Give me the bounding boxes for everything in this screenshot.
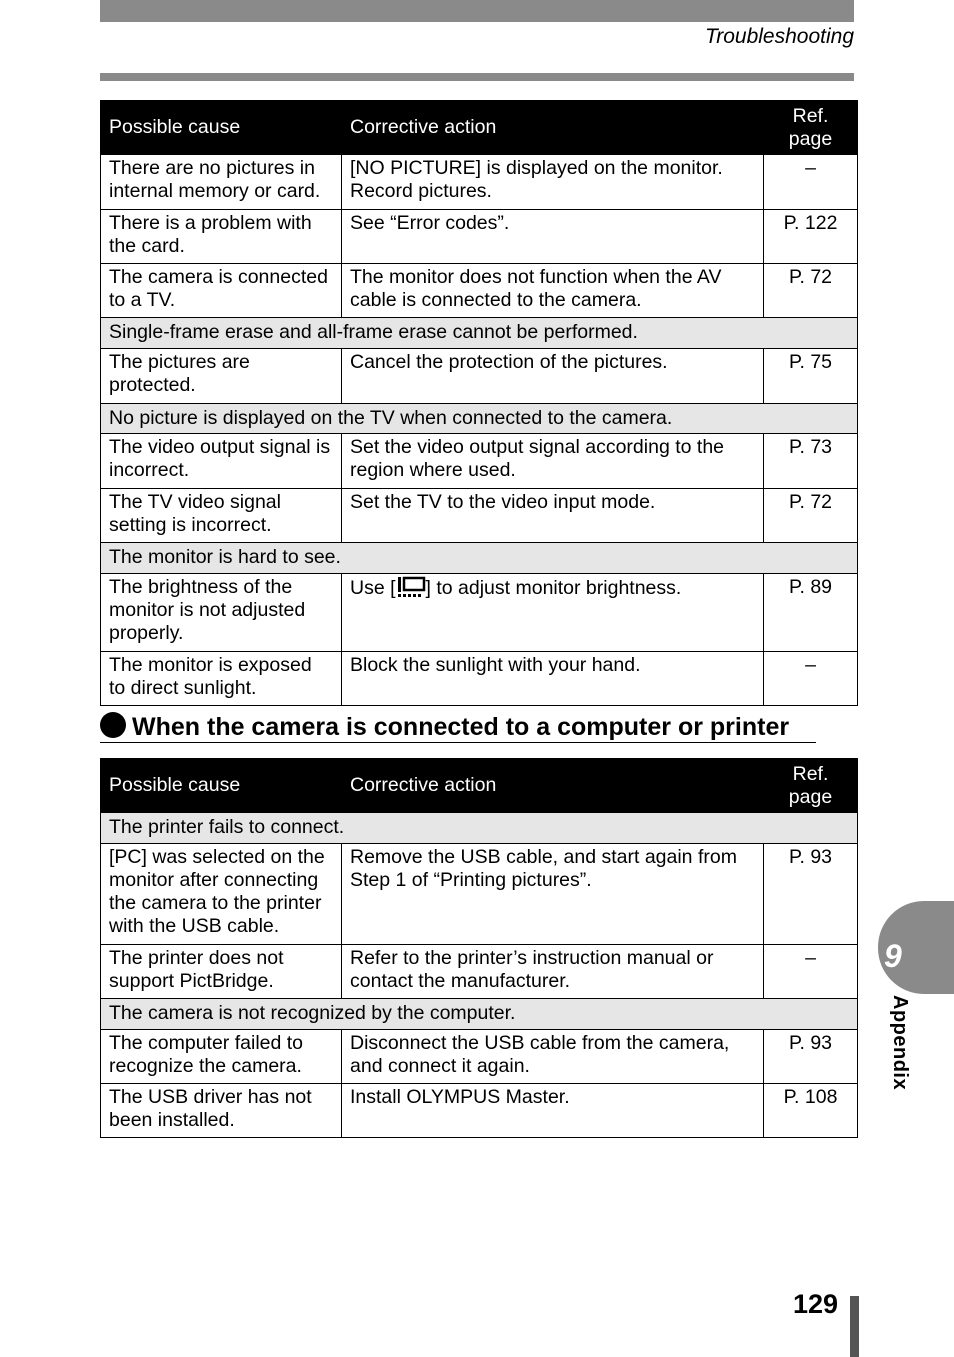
cause-cell: The video output signal is incorrect. [101, 434, 342, 489]
table-row [101, 434, 858, 489]
table-row [101, 574, 858, 652]
table-header-row [101, 101, 858, 155]
header-ref-page: Ref. page [764, 759, 858, 813]
table-row [101, 489, 858, 543]
action-cell: Set the TV to the video input mode. [342, 489, 764, 543]
section-title: The monitor is hard to see. [101, 543, 858, 574]
running-title: Troubleshooting [704, 25, 854, 48]
action-cell: Cancel the protection of the pictures. [342, 349, 764, 404]
header-bar [100, 0, 854, 22]
cause-cell: The monitor is exposed to direct sunlight. [101, 652, 342, 706]
ref-cell: P. 122 [764, 210, 858, 264]
action-cell: Set the video output signal according to the region where used. [342, 434, 764, 489]
table-row [101, 945, 858, 999]
section-row [101, 999, 858, 1030]
ref-cell: P. 93 [764, 1030, 858, 1084]
section-row [101, 543, 858, 574]
section-row [101, 404, 858, 434]
page-number-bar [850, 1296, 859, 1357]
bullet-icon [100, 712, 126, 738]
cause-cell: The pictures are protected. [101, 349, 342, 404]
troubleshooting-table-playback [100, 100, 858, 706]
ref-cell: – [764, 945, 858, 999]
monitor-brightness-icon [396, 576, 426, 598]
ref-cell: P. 72 [764, 489, 858, 543]
cause-cell: There is a problem with the card. [101, 210, 342, 264]
action-cell: Disconnect the USB cable from the camera, and connect it again. [342, 1030, 764, 1084]
ref-cell: P. 89 [764, 574, 858, 652]
table-header-row [101, 759, 858, 813]
section-title: No picture is displayed on the TV when connected to the camera. [101, 404, 858, 434]
table-row [101, 210, 858, 264]
ref-cell: P. 93 [764, 844, 858, 945]
ref-cell: – [764, 652, 858, 706]
cause-cell: The printer does not support PictBridge. [101, 945, 342, 999]
table-row [101, 652, 858, 706]
header-rule [100, 73, 854, 81]
section-heading [100, 712, 816, 743]
table-row [101, 1030, 858, 1084]
section-row [101, 813, 858, 844]
table-row [101, 349, 858, 404]
section-title: Single-frame erase and all-frame erase cannot be performed. [101, 318, 858, 349]
header-possible-cause: Possible cause [101, 101, 342, 155]
cause-cell: The brightness of the monitor is not adjusted properly. [101, 574, 342, 652]
table-row [101, 155, 858, 210]
page-number: 129 [792, 1289, 838, 1319]
table-row [101, 1084, 858, 1138]
header-ref-page: Ref. page [764, 101, 858, 155]
action-cell: Block the sunlight with your hand. [342, 652, 764, 706]
troubleshooting-table-connection [100, 758, 858, 1138]
header-corrective-action: Corrective action [342, 101, 764, 155]
cause-cell: [PC] was selected on the monitor after connecting the camera to the printer with the USB cable. [101, 844, 342, 945]
action-cell [342, 574, 764, 652]
cause-cell: The USB driver has not been installed. [101, 1084, 342, 1138]
section-title: The camera is not recognized by the computer. [101, 999, 858, 1030]
table-row [101, 264, 858, 318]
section-title: The printer fails to connect. [101, 813, 858, 844]
action-cell: Install OLYMPUS Master. [342, 1084, 764, 1138]
action-cell: Remove the USB cable, and start again from Step 1 of “Printing pictures”. [342, 844, 764, 945]
table-row [101, 844, 858, 945]
section-heading-text: When the camera is connected to a computer or printer [132, 713, 790, 741]
action-cell: [NO PICTURE] is displayed on the monitor. Record pictures. [342, 155, 764, 210]
section-row [101, 318, 858, 349]
ref-cell: P. 73 [764, 434, 858, 489]
action-cell: The monitor does not function when the AV cable is connected to the camera. [342, 264, 764, 318]
action-cell: See “Error codes”. [342, 210, 764, 264]
action-cell: Refer to the printer’s instruction manual or contact the manufacturer. [342, 945, 764, 999]
cause-cell: There are no pictures in internal memory or card. [101, 155, 342, 210]
action-text-pre: Use [ [350, 577, 396, 599]
chapter-number: 9 [884, 938, 902, 974]
header-possible-cause: Possible cause [101, 759, 342, 813]
chapter-label: Appendix [889, 995, 911, 1091]
ref-cell: P. 72 [764, 264, 858, 318]
ref-cell: P. 75 [764, 349, 858, 404]
ref-cell: – [764, 155, 858, 210]
cause-cell: The camera is connected to a TV. [101, 264, 342, 318]
cause-cell: The TV video signal setting is incorrect. [101, 489, 342, 543]
header-corrective-action: Corrective action [342, 759, 764, 813]
cause-cell: The computer failed to recognize the camera. [101, 1030, 342, 1084]
action-text-post: ] to adjust monitor brightness. [425, 577, 682, 599]
ref-cell: P. 108 [764, 1084, 858, 1138]
